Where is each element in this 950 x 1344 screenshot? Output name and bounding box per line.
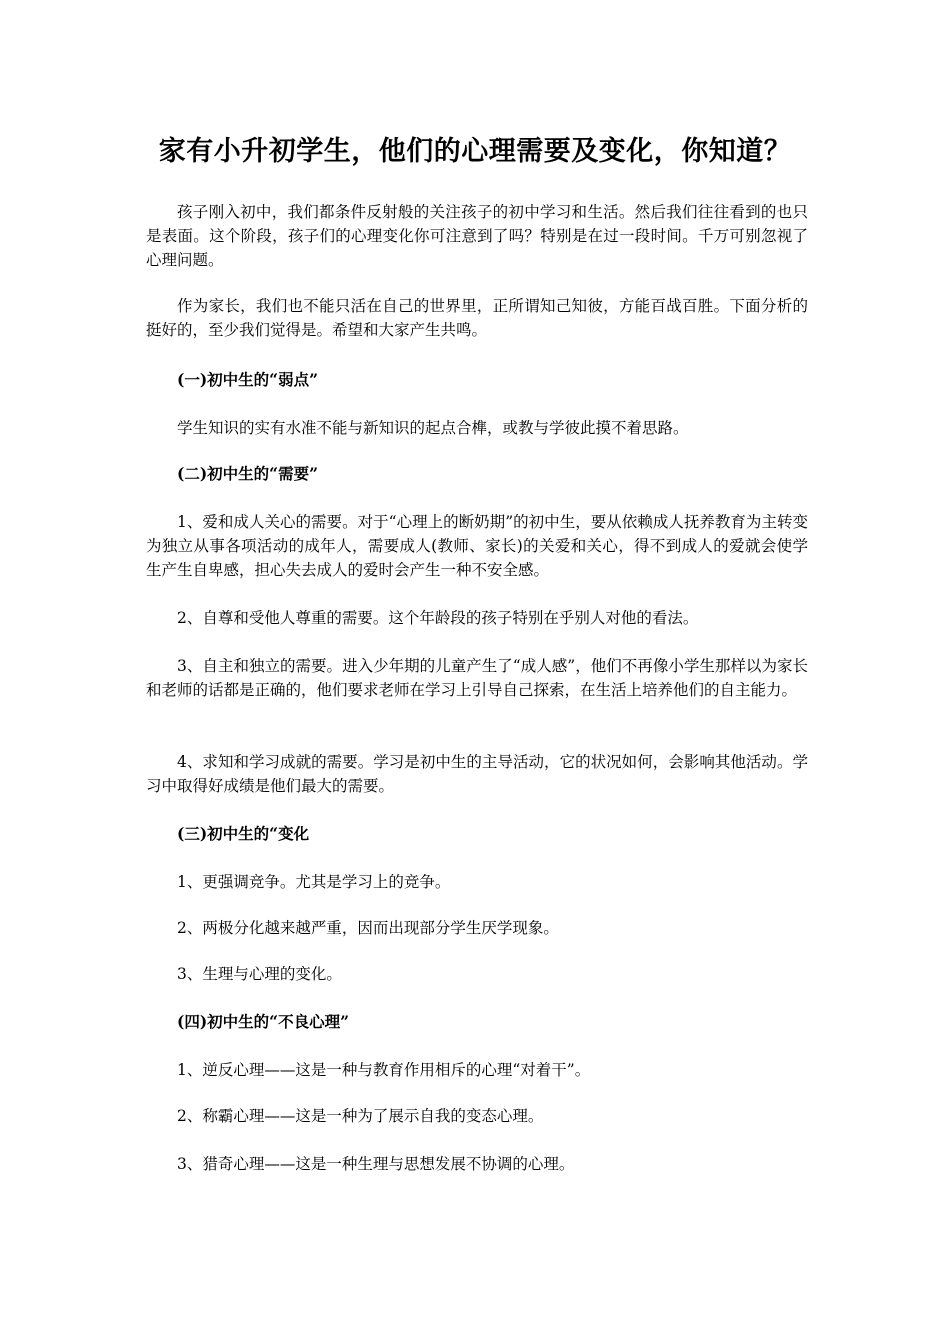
needs-item-3: 3、自主和独立的需要。进入少年期的儿童产生了“成人感”，他们不再像小学生那样以为家长和老师的话都是正确的，他们要求老师在学习上引导自己探索，在生活上培养他们的自主能力。 xyxy=(146,657,808,699)
section-heading-bad-psychology: (四)初中生的“不良心理” xyxy=(177,1012,349,1031)
weakness-item-1: 学生知识的实有水准不能与新知识的起点合榫，或教与学彼此摸不着思路。 xyxy=(177,419,689,437)
needs-item-4: 4、求知和学习成就的需要。学习是初中生的主导活动，它的状况如何，会影响其他活动。学习中取得好成绩是他们最大的需要。 xyxy=(146,753,808,795)
changes-item-3: 3、生理与心理的变化。 xyxy=(177,965,342,983)
section-heading-needs: (二)初中生的“需要” xyxy=(177,464,318,483)
intro-paragraph-2: 作为家长，我们也不能只活在自己的世界里，正所谓知己知彼，方能百战百胜。下面分析的挺好的，至少我们觉得是。希望和大家产生共鸣。 xyxy=(146,297,808,339)
needs-item-2: 2、自尊和受他人尊重的需要。这个年龄段的孩子特别在乎别人对他的看法。 xyxy=(177,609,699,627)
document-title: 家有小升初学生，他们的心理需要及变化，你知道？ xyxy=(158,136,792,167)
changes-item-1: 1、更强调竞争。尤其是学习上的竞争。 xyxy=(177,873,451,891)
intro-paragraph-1: 孩子刚入初中，我们都条件反射般的关注孩子的初中学习和生活。然后我们往往看到的也只是表面。这个阶段，孩子们的心理变化你可注意到了吗？特别是在过一段时间。千万可别忽视了心理问题。 xyxy=(146,203,808,269)
bad-psychology-item-2: 2、称霸心理——这是一种为了展示自我的变态心理。 xyxy=(177,1107,544,1125)
section-heading-weakness: (一)初中生的“弱点” xyxy=(177,370,318,389)
bad-psychology-item-1: 1、逆反心理——这是一种与教育作用相斥的心理“对着干”。 xyxy=(177,1061,591,1079)
changes-item-2: 2、两极分化越来越严重，因而出现部分学生厌学现象。 xyxy=(177,919,559,937)
section-heading-changes: (三)初中生的“变化 xyxy=(177,824,310,843)
bad-psychology-item-3: 3、猎奇心理——这是一种生理与思想发展不协调的心理。 xyxy=(177,1155,575,1173)
needs-item-1: 1、爱和成人关心的需要。对于“心理上的断奶期”的初中生，要从依赖成人抚养教育为主转变为独立从事各项活动的成年人，需要成人(教师、家长)的关爱和关心，得不到成人的爱就会使学生产生自卑感，担心失去成人的爱时会产生一种不安全感。 xyxy=(146,513,808,579)
